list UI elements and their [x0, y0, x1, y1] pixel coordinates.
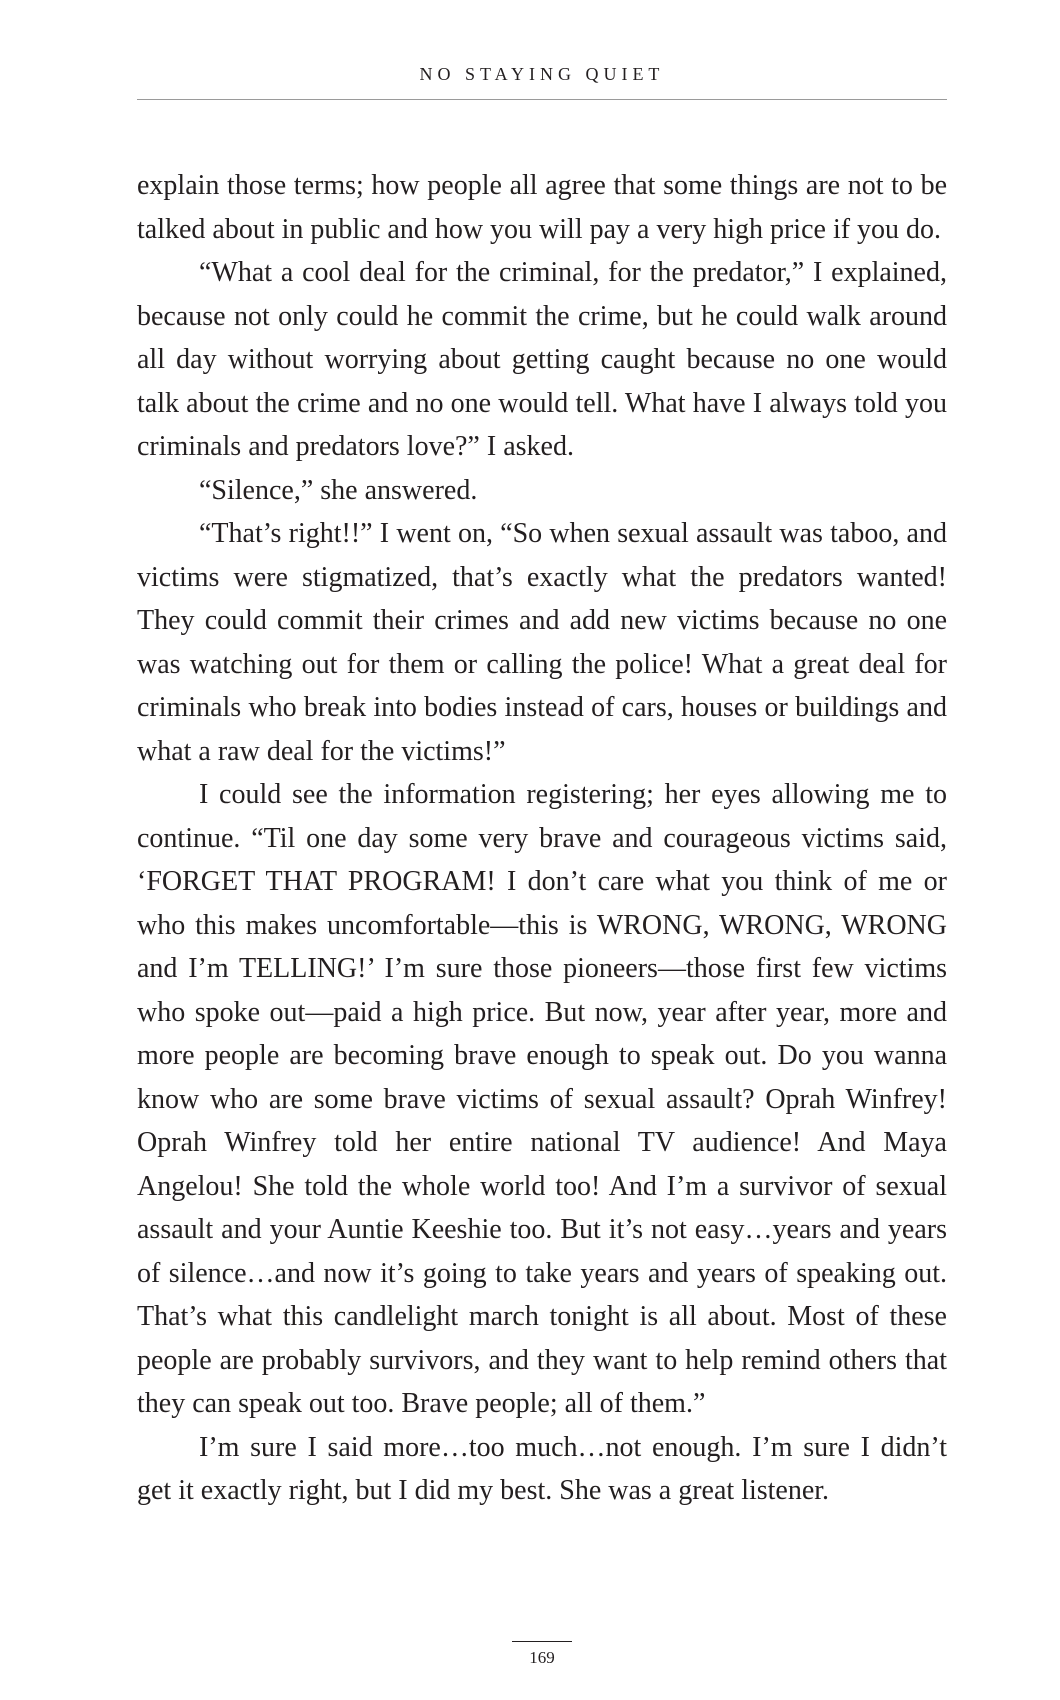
- running-head: NO STAYING QUIET: [419, 64, 665, 84]
- paragraph: I could see the information registering; her eyes allowing me to continue. “Til one day some very brave and courageous victims said, ‘FORGET THAT PROGRAM! I don’t care what you think of me or who this makes uncomfortable—this is WRONG, WRONG, WRONG and I’m TELLING!’ I’m sure those pioneers—those first few victims who spoke out—paid a high price. But now, year after year, more and more people are becoming brave enough to speak out. Do you wanna know who are some brave victims of sexual assault? Oprah Winfrey! Oprah Winfrey told her entire national TV audience! And Maya Angelou! She told the whole world too! And I’m a survivor of sexual assault and your Auntie Keeshie too. But it’s not easy…years and years of silence…and now it’s going to take years and years of speaking out. That’s what this candlelight march tonight is all about. Most of these people are probably survivors, and they want to help remind others that they can speak out too. Brave people; all of them.”: [137, 779, 947, 1419]
- page-number: 169: [529, 1648, 555, 1667]
- folio-divider: [512, 1641, 572, 1642]
- header-divider: [137, 99, 947, 100]
- paragraph: “Silence,” she answered.: [199, 474, 478, 506]
- paragraph: “What a cool deal for the criminal, for the predator,” I explained, because not only could he commit the crime, but he could walk around all day without worrying about getting caught because no one would talk about the crime and no one would tell. What have I always told you criminals and predators love?” I asked.: [137, 257, 947, 462]
- paragraph: “That’s right!!” I went on, “So when sexual assault was taboo, and victims were stigmatized, that’s exactly what the predators wanted! They could commit their crimes and add new victims because no one was watching out for them or calling the police! What a great deal for criminals who break into bodies instead of cars, houses or buildings and what a raw deal for the victims!”: [137, 518, 947, 767]
- paragraph-continued: explain those terms; how people all agree that some things are not to be talked about in public and how you will pay a very high price if you do.: [137, 170, 947, 245]
- page-body: [137, 164, 947, 1513]
- paragraph: I’m sure I said more…too much…not enough. I’m sure I didn’t get it exactly right, but I did my best. She was a great listener.: [137, 1431, 947, 1506]
